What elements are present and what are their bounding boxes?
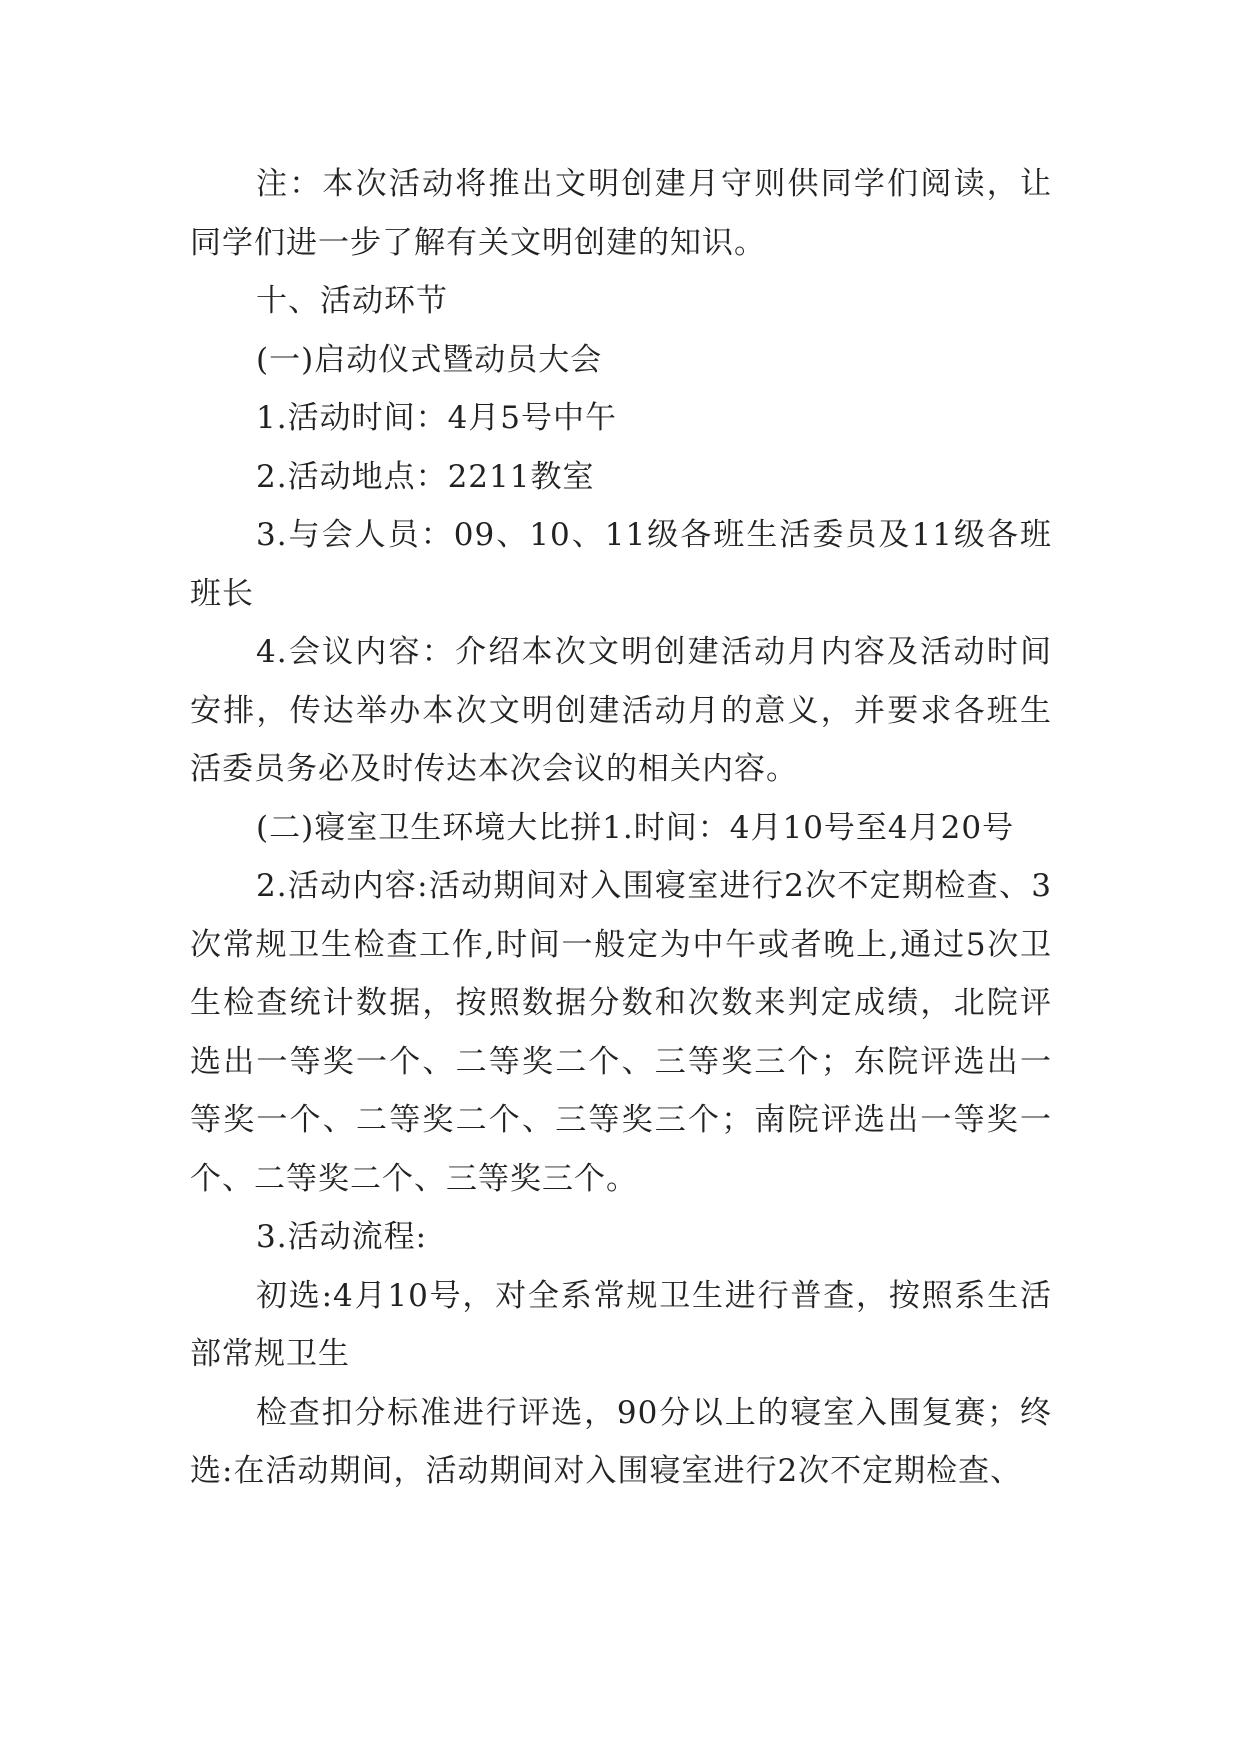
paragraph-note: 注：本次活动将推出文明创建月守则供同学们阅读，让同学们进一步了解有关文明创建的知识。	[190, 166, 1052, 261]
paragraph-process-heading: 3.活动流程:	[256, 1219, 428, 1255]
paragraph-attendees: 3.与会人员：09、10、11级各班生活委员及11级各班班长	[190, 517, 1052, 612]
paragraph-competition-content: 2.活动内容:活动期间对入围寝室进行2次不定期检查、3次常规卫生检查工作,时间一般定为中午或者晚上,通过5次卫生检查统计数据，按照数据分数和次数来判定成绩，北院评选出一等奖一个、二等奖二个、三等奖三个；东院评选出一等奖一个、二等奖二个、三等奖三个；南院评选出一等奖一个、二等奖二个、三等奖三个。	[190, 868, 1052, 1197]
document-body	[190, 155, 1052, 1501]
paragraph-activity-location: 2.活动地点：2211教室	[256, 458, 595, 495]
paragraph-activity-time: 1.活动时间：4月5号中午	[256, 400, 618, 436]
section-heading-activity-stages: 十、活动环节	[256, 283, 448, 319]
subheading-launch-ceremony: (一)启动仪式暨动员大会	[256, 341, 603, 378]
subheading-dorm-competition: (二)寝室卫生环境大比拼1.时间：4月10号至4月20号	[256, 809, 1015, 846]
paragraph-inspection-standard: 检查扣分标准进行评选，90分以上的寝室入围复赛；终选:在活动期间，活动期间对入围寝室进行2次不定期检查、	[190, 1394, 1052, 1489]
paragraph-meeting-content: 4.会议内容：介绍本次文明创建活动月内容及活动时间安排，传达举办本次文明创建活动月的意义，并要求各班生活委员务必及时传达本次会议的相关内容。	[190, 634, 1052, 787]
paragraph-preliminary: 初选:4月10号，对全系常规卫生进行普查，按照系生活部常规卫生	[190, 1277, 1052, 1372]
